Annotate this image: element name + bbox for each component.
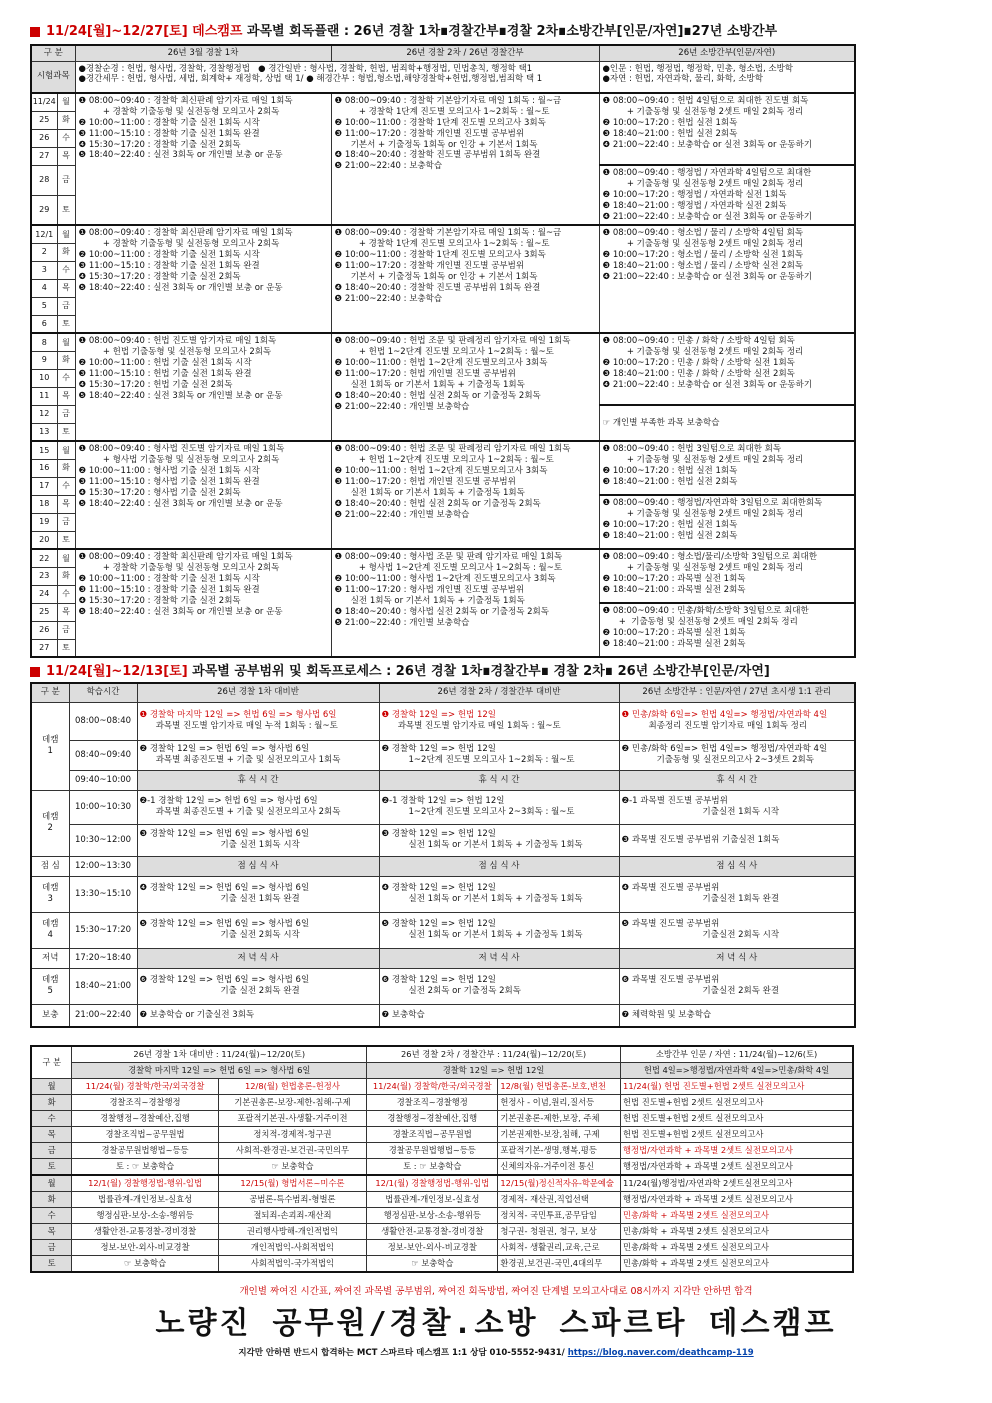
group-cell: 점 심 — [31, 856, 69, 876]
schedule-text: ❼ 보충학습 or 기출실전 3회독 — [139, 1009, 255, 1020]
weekday-cell: 토 — [31, 1256, 72, 1273]
header-cell: 소방간부 인문 / 자연 : 11/24(월)~12/6(토) — [621, 1046, 853, 1063]
weekday-cell: 화 — [57, 459, 75, 477]
topic-cell: 경찰행정~경찰예산,집행 — [367, 1111, 498, 1127]
date-cell: 2 — [31, 243, 57, 261]
police2-plan: ❶ 08:00~09:40 : 형사법 조문 및 판례 암기자료 매일 1회독 + 형사법 1~2단계 진도별 모의고사 1~2회독 : 월~토 ❷ 10:00~11:00 : 형사법 1~2단계 진도별모의고사 3회독 ❸ 11:00~17:20 : 형사법 개인별 진도별 공부범위 실전 1회독 or 기본서 1회독 + 기출정독 1회독 ❹ 18:40~20:40 : 형사법 실전 2회독 or 기출정독 2회독 ❺ 21:00~22:40 : 개인별 보충학습 — [331, 549, 599, 657]
topic-cell: 11/24(월) 경찰학/한국/외국경찰 — [367, 1079, 498, 1095]
fire-cadet-plan: ❶ 08:00~09:40 : 형소법/물리/소방학 3일텀으로 최대한 + 기출동형 및 실전동형 2셋트 매일 2회독 정리 ❷ 10:00~17:20 : 과목별 실전 1회독 ❸ 18:40~21:00 : 과목별 실전 2회독 — [599, 549, 855, 603]
weekday-cell: 목 — [31, 1127, 72, 1143]
schedule-text: 휴 식 시 간 — [237, 774, 279, 785]
schedule-text: ❸ 경찰학 12일 => 헌법 12일 실전 1회독 or 기본서 1회독 + 기출정독 1회독 — [381, 829, 583, 850]
schedule-cell — [137, 912, 379, 948]
weekday-cell: 금 — [57, 405, 75, 423]
weekday-cell: 월 — [31, 1175, 72, 1192]
weekday-cell: 목 — [57, 495, 75, 513]
weekday-cell: 토 — [57, 315, 75, 333]
topic-cell: 권리행사방해-개인적법익 — [218, 1224, 366, 1240]
weekday-cell: 월 — [57, 441, 75, 459]
header-cell: 26년 3월 경찰 1차 — [75, 45, 331, 61]
police1-plan: ❶ 08:00~09:40 : 형사법 진도별 암기자료 매일 1회독 + 형사법 기출동형 및 실전동형 모의고사 2회독 ❷ 10:00~11:00 : 형사법 기출 실전 1회독 시작 ❸ 11:00~15:10 : 형사법 기출 실전 1회독 완결 ❹ 15:30~17:20 : 형사법 기출 실전 2회독 ❺ 18:40~22:40 : 실전 3회독 or 개인별 보충 or 운동 — [75, 441, 331, 549]
section1-title — [30, 20, 860, 39]
topic-cell: 12/15(월)정신적자유-학문예술 — [498, 1175, 621, 1192]
time-cell: 10:00~10:30 — [69, 790, 137, 824]
red-square-icon — [30, 27, 40, 37]
topic-cell: 11/24(월) 경찰학/한국/외국경찰 — [72, 1079, 218, 1095]
topic-cell: 12/8(월) 헌법총론-보호,변천 — [498, 1079, 621, 1095]
subject-cell-fire: ●인문 : 헌법, 행정법, 행정학, 민총, 형소법, 소방학 ●자연 : 헌법, 자연과학, 물리, 화학, 소방학 — [599, 61, 855, 93]
time-cell: 08:40~09:40 — [69, 740, 137, 770]
date-cell: 17 — [31, 477, 57, 495]
time-cell: 15:30~17:20 — [69, 912, 137, 948]
topic-cell: 기본권총론-보장-제한-침해-구제 — [218, 1095, 366, 1111]
header-cell: 구 분 — [31, 1046, 72, 1079]
fire-cadet-plan: ☞ 개인별 부족한 과목 보충학습 — [599, 405, 855, 441]
reading-plan-table — [30, 44, 856, 658]
schedule-text: ❼ 체력학원 및 보충학습 — [621, 1009, 712, 1020]
time-cell: 17:20~18:40 — [69, 948, 137, 968]
time-cell: 21:00~22:40 — [69, 1004, 137, 1027]
daily-topic-table — [30, 1045, 854, 1273]
schedule-text: ❷-1 경찰학 12일 => 헌법 6일 => 형사법 6일 과목별 최종진도별 + 기출 및 실전모의고사 2회독 — [139, 796, 341, 817]
schedule-cell — [619, 770, 855, 790]
date-cell: 15 — [31, 441, 57, 459]
topic-cell: 민총/화학 + 과목별 2셋트 실전모의고사 — [621, 1208, 853, 1224]
topic-cell: 환경권,보건권-국민,4대의무 — [498, 1256, 621, 1273]
date-cell: 19 — [31, 513, 57, 531]
topic-cell: 절되죄-손괴죄-재산죄 — [218, 1208, 366, 1224]
academy-name: 노량진 공무원/경찰.소방 스파르타 데스캠프 — [155, 1306, 837, 1341]
topic-cell: 행정법/자연과학 + 과목별 2셋트 실전모의고사 — [621, 1192, 853, 1208]
schedule-cell — [137, 790, 379, 824]
topic-cell: 민총/화학 + 과목별 2셋트 실전모의고사 — [621, 1256, 853, 1273]
group-cell: 데캠 4 — [31, 912, 69, 948]
topic-cell: 민총/화학 + 과목별 2셋트 실전모의고사 — [621, 1240, 853, 1256]
weekday-cell: 목 — [31, 1224, 72, 1240]
time-cell: 12:00~13:30 — [69, 856, 137, 876]
group-cell: 데캠 5 — [31, 968, 69, 1004]
group-cell: 보충 — [31, 1004, 69, 1027]
date-cell: 25 — [31, 111, 57, 129]
contact-line — [0, 1346, 992, 1358]
schedule-text: 과목별 진도별 암기자료 매일 1회독 : 월~토 — [397, 721, 561, 731]
schedule-cell — [137, 1004, 379, 1027]
topic-cell: 12/1(월) 경찰행정법-행위-입법 — [367, 1175, 498, 1192]
date-cell: 11 — [31, 387, 57, 405]
schedule-cell — [137, 770, 379, 790]
schedule-cell — [137, 968, 379, 1004]
weekday-cell: 화 — [57, 243, 75, 261]
weekday-cell: 금 — [57, 297, 75, 315]
topic-cell: 정치적-경제적-청구권 — [218, 1127, 366, 1143]
date-cell: 25 — [31, 603, 57, 621]
topic-cell: 행정심판-보상-소송-행위등 — [367, 1208, 498, 1224]
schedule-text: ❹ 경찰학 12일 => 헌법 12일 실전 1회독 or 기본서 1회독 + 기출정독 1회독 — [381, 883, 583, 904]
schedule-cell — [619, 824, 855, 856]
schedule-text: ❸ 경찰학 12일 => 헌법 6일 => 형사법 6일 기출 실전 1회독 시작 — [139, 829, 310, 850]
weekday-cell: 월 — [57, 333, 75, 351]
section2-heading: 과목별 공부범위 및 회독프로세스 : 26년 경찰 1차∎경찰간부∎ 경찰 2차∎ 26년 소방간부[인문/자연] — [187, 664, 770, 679]
time-cell: 10:30~12:00 — [69, 824, 137, 856]
weekday-cell: 화 — [57, 111, 75, 129]
schedule-text: ❸ 과목별 진도별 공부범위 기출실전 1회독 — [621, 834, 780, 845]
highlight-text: ❶ 민총/화학 6일=> 헌법 4일=> 행정법/자연과학 4일 — [621, 710, 828, 721]
date-cell: 23 — [31, 567, 57, 585]
fire-cadet-plan: ❶ 08:00~09:40 : 민총 / 화학 / 소방학 4일텀 회독 + 기출동형 및 실전동형 2셋트 매일 2회독 정리 ❷ 10:00~17:20 : 민총 / 화학 / 소방학 실전 1회독 ❸ 18:40~21:00 : 민총 / 화학 / 소방학 실전 2회독 ❹ 21:00~22:40 : 보충학습 or 실전 3회독 or 운동하기 — [599, 333, 855, 405]
schedule-cell — [619, 856, 855, 876]
police2-plan: ❶ 08:00~09:40 : 경찰학 기본암기자료 매일 1회독 : 월~금 + 경찰학 1단계 진도별 모의고사 1~2회독 : 월~토 ❷ 10:00~11:00 : 경찰학 1단계 진도별 모의고사 3회독 ❸ 11:00~17:20 : 경찰학 개인별 진도별 공부범위 기본서 + 기출정독 1회독 or 인강 + 기본서 1회독 ❹ 18:40~20:40 : 경찰학 진도별 공부범위 1회독 완결 ❺ 21:00~22:40 : 보충학습 — [331, 225, 599, 333]
schedule-text: ❷ 민총/화학 6일=> 헌법 4일=> 행정법/자연과학 4일 기출동형 및 실전모의고사 2~3셋트 2회독 — [621, 744, 828, 765]
weekday-cell: 수 — [57, 369, 75, 387]
weekday-cell: 토 — [57, 195, 75, 225]
topic-cell: 신체의자유-거주이전 통신 — [498, 1159, 621, 1176]
group-cell: 데캠 1 — [31, 702, 69, 790]
topic-cell: 토 : ☞ 보충학습 — [72, 1159, 218, 1176]
schedule-text: 최종정리 진도별 암기자료 매일 1회독 정리 — [648, 721, 808, 731]
topic-cell: 헌법 진도별+헌법 2셋트 실전모의고사 — [621, 1095, 853, 1111]
schedule-cell — [619, 790, 855, 824]
schedule-text: 저 녁 식 사 — [237, 952, 279, 963]
schedule-cell — [137, 824, 379, 856]
study-range-table — [30, 682, 856, 1028]
group-cell: 데캠 2 — [31, 790, 69, 856]
topic-cell: 정보-보안-외사-비교경찰 — [367, 1240, 498, 1256]
schedule-cell — [379, 770, 619, 790]
subject-label: 시험과목 — [31, 61, 75, 93]
topic-cell: 사회적-환경권-보건권-국민의무 — [218, 1143, 366, 1159]
schedule-text: ❹ 과목별 진도별 공부범위 기출실전 1회독 완결 — [621, 883, 780, 904]
weekday-cell: 화 — [57, 351, 75, 369]
fire-cadet-plan: ❶ 08:00~09:40 : 민총/화학/소방학 3일텀으로 최대한 + 기출동형 및 실전동형 2셋트 매일 2회독 정리 ❷ 10:00~17:20 : 과목별 실전 1회독 ❸ 18:40~21:00 : 과목별 실전 2회독 — [599, 603, 855, 657]
schedule-text: ❷ 경찰학 12일 => 헌법 12일 1~2단계 진도별 모의고사 1~2회독 : 월~토 — [381, 744, 575, 765]
schedule-cell — [379, 968, 619, 1004]
topic-cell: ☞ 보충학습 — [72, 1256, 218, 1273]
topic-cell: 11/24(월)행정법/자연과학 2셋트실전모의고사 — [621, 1175, 853, 1192]
header-cell: 26년 경찰 2차 / 경찰간부 : 11/24(월)~12/20(토) — [367, 1046, 621, 1063]
schedule-text: 저 녁 식 사 — [478, 952, 520, 963]
topic-cell: 행정심판-보상-소송-행위등 — [72, 1208, 218, 1224]
topic-cell: 민총/화학 + 과목별 2셋트 실전모의고사 — [621, 1224, 853, 1240]
fire-cadet-plan: ❶ 08:00~09:40 : 행정법/자연과학 3일텀으로 최대한회독 + 기출동형 및 실전동형 2셋트 매일 2회독 정리 ❷ 10:00~17:20 : 헌법 실전 1회독 ❸ 18:40~21:00 : 헌법 실전 2회독 — [599, 495, 855, 549]
date-cell: 16 — [31, 459, 57, 477]
weekday-cell: 월 — [57, 549, 75, 567]
weekday-cell: 목 — [57, 279, 75, 297]
topic-cell: 경찰조직법~공무원법 — [72, 1127, 218, 1143]
police1-plan: ❶ 08:00~09:40 : 경찰학 최신판례 암기자료 매일 1회독 + 경찰학 기출동형 및 실전동형 모의고사 2회독 ❷ 10:00~11:00 : 경찰학 기출 실전 1회독 시작 ❸ 11:00~15:10 : 경찰학 기출 실전 1회독 완결 ❹ 15:30~17:20 : 경찰학 기출 실전 2회독 ❺ 18:40~22:40 : 실전 3회독 or 개인별 보충 or 운동 — [75, 225, 331, 333]
section2-title — [30, 660, 860, 679]
header-cell: 구 분 — [31, 45, 75, 61]
schedule-cell — [619, 876, 855, 912]
header-cell: 26년 경찰 1차 대비반 : 11/24(월)~12/20(토) — [72, 1046, 367, 1063]
schedule-text: ❺ 경찰학 12일 => 헌법 6일 => 형사법 6일 기출 실전 2회독 시작 — [139, 919, 310, 940]
schedule-text: ❻ 경찰학 12일 => 헌법 12일 실전 2회독 or 기출정독 2회독 — [381, 975, 521, 996]
police1-plan: ❶ 08:00~09:40 : 경찰학 최신판례 암기자료 매일 1회독 + 경찰학 기출동형 및 실전동형 모의고사 2회독 ❷ 10:00~11:00 : 경찰학 기출 실전 1회독 시작 ❸ 11:00~15:10 : 경찰학 기출 실전 1회독 완결 ❹ 15:30~17:20 : 경찰학 기출 실전 2회독 ❺ 18:40~22:40 : 실전 3회독 or 개인별 보충 or 운동 — [75, 549, 331, 657]
date-cell: 8 — [31, 333, 57, 351]
weekday-cell: 수 — [57, 477, 75, 495]
schedule-text: 점 심 식 사 — [237, 860, 279, 871]
topic-cell: 사회적법익-국가적법익 — [218, 1256, 366, 1273]
subheader-cell: 헌법 4일=>행정법/자연과학 4일=>민총/화학 4일 — [621, 1063, 853, 1079]
date-cell: 27 — [31, 639, 57, 657]
weekday-cell: 수 — [31, 1111, 72, 1127]
schedule-cell — [379, 824, 619, 856]
section1-date-range: 11/24[월]~12/27[토] 데스캠프 — [46, 24, 243, 39]
schedule-text: ❻ 경찰학 12일 => 헌법 6일 => 형사법 6일 기출 실전 2회독 완결 — [139, 975, 310, 996]
date-cell: 18 — [31, 495, 57, 513]
weekday-cell: 화 — [57, 567, 75, 585]
red-square-icon — [30, 667, 40, 677]
schedule-cell — [379, 912, 619, 948]
fire-cadet-plan: ❶ 08:00~09:40 : 헌법 4일텀으로 최대한 진도별 회독 + 기출동형 및 실전동형 2셋트 매일 2회독 정리 ❷ 10:00~17:20 : 헌법 실전 1회독 ❸ 18:40~21:00 : 헌법 실전 2회독 ❹ 21:00~22:40 : 보충학습 or 실전 3회독 or 운동하기 — [599, 93, 855, 165]
topic-cell: 기본권총론-제한,보장, 주체 — [498, 1111, 621, 1127]
schedule-cell — [619, 1004, 855, 1027]
header-cell: 26년 경찰 2차 / 경찰간부 대비반 — [379, 683, 619, 702]
blog-link[interactable]: https://blog.naver.com/deathcamp-119 — [567, 1348, 754, 1358]
date-cell: 22 — [31, 549, 57, 567]
topic-cell: 정보-보안-외사-비교경찰 — [72, 1240, 218, 1256]
schedule-text: 휴 식 시 간 — [478, 774, 520, 785]
topic-cell: 12/15(월) 형법서론~미수론 — [218, 1175, 366, 1192]
topic-cell: 법률관계-개인정보-실효성 — [72, 1192, 218, 1208]
time-cell: 18:40~21:00 — [69, 968, 137, 1004]
weekday-cell: 토 — [57, 423, 75, 441]
schedule-cell — [619, 948, 855, 968]
schedule-text: 휴 식 시 간 — [716, 774, 758, 785]
weekday-cell: 수 — [31, 1208, 72, 1224]
highlight-text: ❶ 경찰학 12일 => 헌법 12일 — [381, 710, 496, 721]
schedule-cell — [137, 702, 379, 740]
weekday-cell: 목 — [57, 603, 75, 621]
weekday-cell: 토 — [57, 531, 75, 549]
date-cell: 6 — [31, 315, 57, 333]
weekday-cell: 화 — [31, 1192, 72, 1208]
schedule-cell — [379, 948, 619, 968]
schedule-cell — [619, 740, 855, 770]
schedule-cell — [379, 790, 619, 824]
time-cell: 13:30~15:10 — [69, 876, 137, 912]
topic-cell: 경찰공무원법행법~등등 — [367, 1143, 498, 1159]
date-cell: 9 — [31, 351, 57, 369]
schedule-cell — [379, 1004, 619, 1027]
topic-cell: 개인적법익-사회적법익 — [218, 1240, 366, 1256]
schedule-text: ❺ 과목별 진도별 공부범위 기출실전 2회독 시작 — [621, 919, 780, 940]
subject-cell-police: ●경찰순경 : 헌법, 형사법, 경찰학, 경찰행정법 ● 경간일반 : 형사법, 경찰학, 헌법, 범죄학+행정법, 민법총칙, 행정학 택1 ●경간세무 : 헌법, 형사법, 세법, 회계학+ 재정학, 상법 택 1/ ● 해경간부 : 형법,형소법,해양경찰학+헌법,행정법,범죄학 택 1 — [75, 61, 599, 93]
police2-plan: ❶ 08:00~09:40 : 헌법 조문 및 판례정리 암기자료 매일 1회독 + 헌법 1~2단계 진도별 모의고사 1~2회독 : 월~토 ❷ 10:00~11:00 : 헌법 1~2단계 진도별모의고사 3회독 ❸ 11:00~17:20 : 헌법 개인별 진도별 공부범위 실전 1회독 or 기본서 1회독 + 기출정독 1회독 ❹ 18:40~20:40 : 헌법 실전 2회독 or 기출정독 2회독 ❺ 21:00~22:40 : 개인별 보충학습 — [331, 441, 599, 549]
schedule-cell — [137, 856, 379, 876]
topic-cell: 헌정사 - 이념,원리,질서등 — [498, 1095, 621, 1111]
header-cell: 26년 소방간부(인문/자연) — [599, 45, 855, 61]
schedule-text: 점 심 식 사 — [478, 860, 520, 871]
weekday-cell: 토 — [31, 1159, 72, 1176]
topic-cell: 경찰행정~경찰예산,집행 — [72, 1111, 218, 1127]
topic-cell: 정치적- 국민투표,공무담임 — [498, 1208, 621, 1224]
topic-cell: 경제적- 재산권,직업선택 — [498, 1192, 621, 1208]
section1-heading: 과목별 회독플랜 : 26년 경찰 1차∎경찰간부∎경찰 2차∎소방간부[인문/자연]∎27년 소방간부 — [242, 24, 778, 39]
group-cell: 데캠 3 — [31, 876, 69, 912]
date-cell: 29 — [31, 195, 57, 225]
schedule-text: 점 심 식 사 — [716, 860, 758, 871]
date-cell: 12 — [31, 405, 57, 423]
topic-cell: 포괄적기본권-사생활-거주이전 — [218, 1111, 366, 1127]
weekday-cell: 금 — [57, 513, 75, 531]
topic-cell: 경찰조직~경찰행정 — [72, 1095, 218, 1111]
topic-cell: 경찰조직~경찰행정 — [367, 1095, 498, 1111]
fire-cadet-plan: ❶ 08:00~09:40 : 행정법 / 자연과학 4일텀으로 최대한 + 기출동형 및 실전동형 2셋트 매일 2회독 정리 ❷ 10:00~17:20 : 행정법 / 자연과학 실전 1회독 ❸ 18:40~21:00 : 행정법 / 자연과학 실전 2회독 ❹ 21:00~22:40 : 보충학습 or 실전 3회독 or 운동하기 — [599, 165, 855, 225]
weekday-cell: 목 — [57, 147, 75, 165]
schedule-cell — [619, 968, 855, 1004]
weekday-cell: 토 — [57, 639, 75, 657]
topic-cell: 행정법/자연과학 + 과목별 2셋트 실전모의고사 — [621, 1143, 853, 1159]
date-cell: 26 — [31, 129, 57, 147]
schedule-cell — [379, 856, 619, 876]
schedule-text: ❺ 경찰학 12일 => 헌법 12일 실전 1회독 or 기본서 1회독 + 기출정독 1회독 — [381, 919, 583, 940]
schedule-cell — [619, 912, 855, 948]
topic-cell: 토 : ☞ 보충학습 — [367, 1159, 498, 1176]
date-cell: 24 — [31, 585, 57, 603]
topic-cell: 생활안전-교통경찰-경비경찰 — [72, 1224, 218, 1240]
schedule-text: ❹ 경찰학 12일 => 헌법 6일 => 형사법 6일 기출 실전 1회독 완결 — [139, 883, 310, 904]
topic-cell: 청구권- 청원권, 청구, 보상 — [498, 1224, 621, 1240]
schedule-cell — [379, 702, 619, 740]
schedule-text: ❻ 과목별 진도별 공부범위 기출실전 2회독 완결 — [621, 975, 780, 996]
schedule-cell — [137, 876, 379, 912]
subheader-cell: 경찰학 마지막 12일 => 헌법 6일 => 형사법 6일 — [72, 1063, 367, 1079]
section2-date-range: 11/24[월]~12/13[토] — [46, 664, 188, 679]
weekday-cell: 수 — [57, 585, 75, 603]
date-cell: 13 — [31, 423, 57, 441]
header-cell: 학습시간 — [69, 683, 137, 702]
date-cell: 20 — [31, 531, 57, 549]
header-cell: 26년 소방간부 : 인문/자연 / 27년 초시생 1:1 관리 — [619, 683, 855, 702]
schedule-cell — [379, 876, 619, 912]
contact-text: 지각만 안하면 반드시 합격하는 MCT 스파르타 데스캠프 1:1 상담 010-5552-9431/ — [238, 1348, 568, 1358]
date-cell: 10 — [31, 369, 57, 387]
schedule-text: ❷ 경찰학 12일 => 헌법 6일 => 형사법 6일 과목별 최종진도별 + 기출 및 실전모의고사 1회독 — [139, 744, 341, 765]
weekday-cell: 수 — [57, 261, 75, 279]
topic-cell: 생활안전-교통경찰-경비경찰 — [367, 1224, 498, 1240]
group-cell: 저녁 — [31, 948, 69, 968]
weekday-cell: 금 — [31, 1240, 72, 1256]
topic-cell: 행정법/자연과학 + 과목별 2셋트 실전모의고사 — [621, 1159, 853, 1176]
fire-cadet-plan: ❶ 08:00~09:40 : 헌법 3일텀으로 최대한 회독 + 기출동형 및 실전동형 2셋트 매일 2회독 정리 ❷ 10:00~17:20 : 헌법 실전 1회독 ❸ 18:40~21:00 : 헌법 실전 2회독 — [599, 441, 855, 495]
weekday-cell: 월 — [57, 225, 75, 243]
date-cell: 26 — [31, 621, 57, 639]
police2-plan: ❶ 08:00~09:40 : 헌법 조문 및 판례정리 암기자료 매일 1회독 + 헌법 1~2단계 진도별 모의고사 1~2회독 : 월~토 ❷ 10:00~11:00 : 헌법 1~2단계 진도별모의고사 3회독 ❸ 11:00~17:20 : 헌법 개인별 진도별 공부범위 실전 1회독 or 기본서 1회독 + 기출정독 1회독 ❹ 18:40~20:40 : 헌법 실전 2회독 or 기출정독 2회독 ❺ 21:00~22:40 : 개인별 보충학습 — [331, 333, 599, 441]
weekday-cell: 월 — [31, 1079, 72, 1095]
schedule-text: ❼ 보충학습 — [381, 1009, 425, 1020]
schedule-cell — [379, 740, 619, 770]
fire-cadet-plan: ❶ 08:00~09:40 : 형소법 / 물리 / 소방학 4일텀 회독 + 기출동형 및 실전동형 2셋트 매일 2회독 정리 ❷ 10:00~17:20 : 형소법 / 물리 / 소방학 실전 1회독 ❸ 18:40~21:00 : 형소법 / 물리 / 소방학 실전 2회독 ❹ 21:00~22:40 : 보충학습 or 실전 3회독 or 운동하기 — [599, 225, 855, 333]
date-cell: 3 — [31, 261, 57, 279]
date-cell: 27 — [31, 147, 57, 165]
date-cell: 28 — [31, 165, 57, 195]
police1-plan: ❶ 08:00~09:40 : 경찰학 최신판례 암기자료 매일 1회독 + 경찰학 기출동형 및 실전동형 모의고사 2회독 ❷ 10:00~11:00 : 경찰학 기출 실전 1회독 시작 ❸ 11:00~15:10 : 경찰학 기출 실전 1회독 완결 ❹ 15:30~17:20 : 경찰학 기출 실전 2회독 ❺ 18:40~22:40 : 실전 3회독 or 개인별 보충 or 운동 — [75, 93, 331, 225]
schedule-cell — [619, 702, 855, 740]
topic-cell: 경찰공무원법행법~등등 — [72, 1143, 218, 1159]
weekday-cell: 금 — [57, 165, 75, 195]
schedule-text: ❷-1 과목별 진도별 공부범위 기출실전 1회독 시작 — [621, 796, 780, 817]
weekday-cell: 목 — [57, 387, 75, 405]
time-cell: 08:00~08:40 — [69, 702, 137, 740]
police1-plan: ❶ 08:00~09:40 : 헌법 진도별 암기자료 매일 1회독 + 헌법 기출동형 및 실전동형 모의고사 2회독 ❷ 10:00~11:00 : 헌법 기출 실전 1회독 시작 ❸ 11:00~15:10 : 헌법 기출 실전 1회독 완결 ❹ 15:30~17:20 : 헌법 기출 실전 2회독 ❺ 18:40~22:40 : 실전 3회독 or 개인별 보충 or 운동 — [75, 333, 331, 441]
schedule-cell — [137, 740, 379, 770]
schedule-text: 과목별 진도별 암기자료 매일 누적 1회독 : 월~토 — [155, 721, 338, 731]
header-cell: 26년 경찰 1차 대비반 — [137, 683, 379, 702]
topic-cell: ☞ 보충학습 — [218, 1159, 366, 1176]
topic-cell: 헌법 진도별+헌법 2셋트 실전모의고사 — [621, 1127, 853, 1143]
topic-cell: 사회적- 생활권리,교육,근로 — [498, 1240, 621, 1256]
date-cell: 12/1 — [31, 225, 57, 243]
date-cell: 5 — [31, 297, 57, 315]
highlight-text: ❶ 경찰학 마지막 12일 => 헌법 6일 => 형사법 6일 — [139, 710, 337, 721]
police2-plan: ❶ 08:00~09:40 : 경찰학 기본암기자료 매일 1회독 : 월~금 + 경찰학 1단계 진도별 모의고사 1~2회독 : 월~토 ❷ 10:00~11:00 : 경찰학 1단계 진도별 모의고사 3회독 ❸ 11:00~17:20 : 경찰학 개인별 진도별 공부범위 기본서 + 기출정독 1회독 or 인강 + 기본서 1회독 ❹ 18:40~20:40 : 경찰학 진도별 공부범위 1회독 완결 ❺ 21:00~22:40 : 보충학습 — [331, 93, 599, 225]
schedule-cell — [137, 948, 379, 968]
topic-cell: 기본권제한-보장,침해, 구제 — [498, 1127, 621, 1143]
topic-cell: 경찰조직법~공무원법 — [367, 1127, 498, 1143]
time-cell: 09:40~10:00 — [69, 770, 137, 790]
weekday-cell: 월 — [57, 93, 75, 111]
header-cell: 26년 경찰 2차 / 26년 경찰간부 — [331, 45, 599, 61]
subheader-cell: 경찰학 12일 => 헌법 12일 — [367, 1063, 621, 1079]
topic-cell: 법률관계-개인정보-실효성 — [367, 1192, 498, 1208]
schedule-text: 저 녁 식 사 — [716, 952, 758, 963]
date-cell: 11/24 — [31, 93, 57, 111]
topic-cell: 공범론-특수범죄-형벌론 — [218, 1192, 366, 1208]
weekday-cell: 수 — [57, 129, 75, 147]
topic-cell: 헌법 진도별+헌법 2셋트 실전모의고사 — [621, 1111, 853, 1127]
weekday-cell: 화 — [31, 1095, 72, 1111]
schedule-text: ❷-1 경찰학 12일 => 헌법 12일 1~2단계 진도별 모의고사 2~3회독 : 월~토 — [381, 796, 575, 817]
topic-cell: 11/24(월) 헌법 진도별+헌법 2셋트 실전모의고사 — [621, 1079, 853, 1095]
topic-cell: 12/8(월) 헌법총론-헌정사 — [218, 1079, 366, 1095]
header-cell: 구 분 — [31, 683, 69, 702]
topic-cell: ☞ 보충학습 — [367, 1256, 498, 1273]
weekday-cell: 금 — [57, 621, 75, 639]
topic-cell: 12/1(월) 경찰행정법-행위-입법 — [72, 1175, 218, 1192]
weekday-cell: 금 — [31, 1143, 72, 1159]
footer-note: 개인별 짜여진 시간표, 짜여진 과목별 공부범위, 짜여진 회독방법, 짜여진 단계별 모의고사대로 08시까지 지각만 안하면 합격 — [239, 1286, 753, 1297]
topic-cell: 포괄적기본-생명,행복,평등 — [498, 1143, 621, 1159]
date-cell: 4 — [31, 279, 57, 297]
